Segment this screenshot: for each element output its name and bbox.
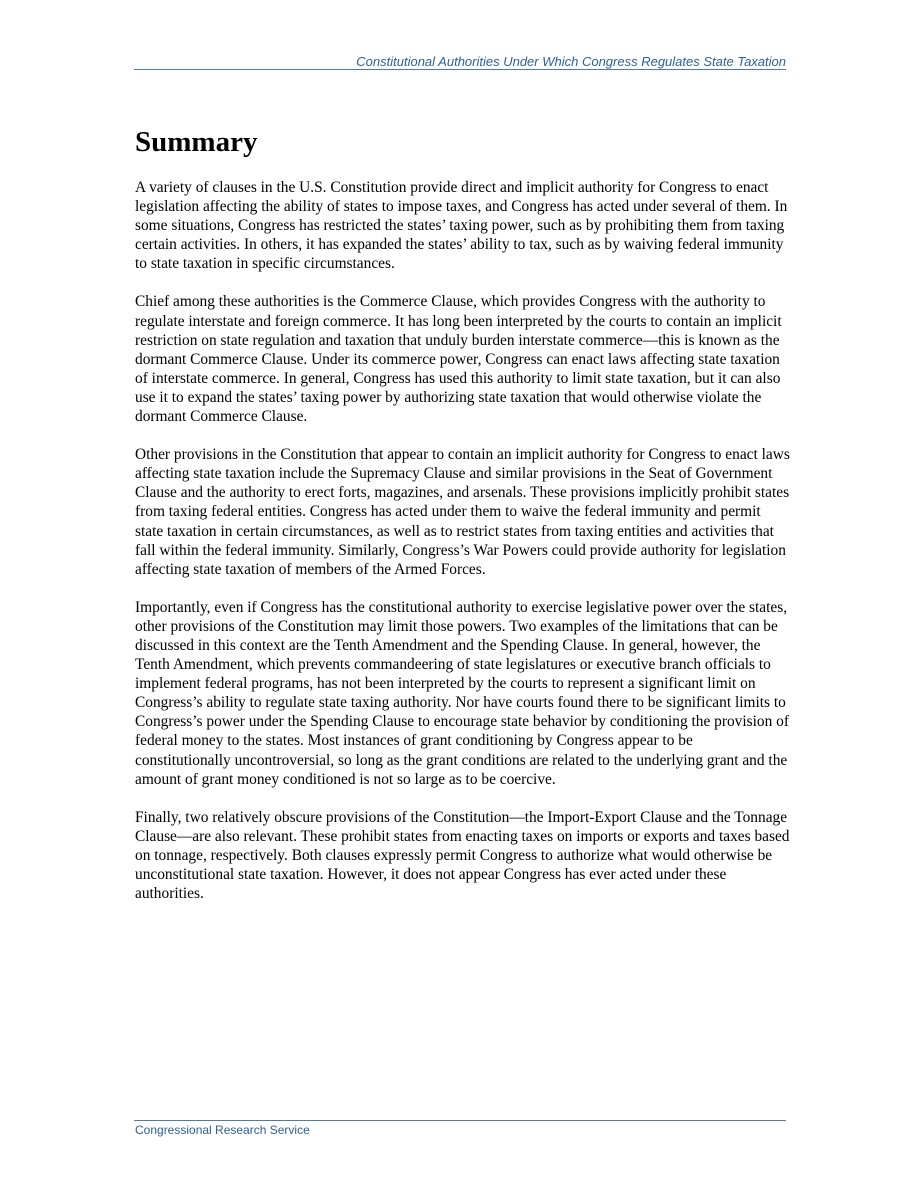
running-header: Constitutional Authorities Under Which Congress Regulates State Taxation — [356, 54, 786, 69]
page-title: Summary — [135, 126, 258, 158]
summary-paragraph-4: Importantly, even if Congress has the constitutional authority to exercise legislative power over the states, other provisions of the Constitution may limit those powers. Two examples of the limitations that can be discussed in this context are the Tenth Amendment and the Spending Clause. In general, however, the Tenth Amendment, which prevents commandeering of state legislatures or executive branch officials to implement federal programs, has not been interpreted by the courts to represent a significant limit on Congress’s ability to regulate state taxing authority. Nor have courts found there to be significant limits to Congress’s power under the Spending Clause to encourage state behavior by conditioning the provision of federal money to the states. Most instances of grant conditioning by Congress appear to be constitutionally uncontroversial, so long as the grant conditions are related to the underlying grant and the amount of grant money conditioned is not so large as to be coercive. — [135, 598, 789, 788]
summary-paragraph-3: Other provisions in the Constitution that appear to contain an implicit authority for Congress to enact laws affecting state taxation include the Supremacy Clause and similar provisions in the Seat of Government Clause and the authority to erect forts, magazines, and arsenals. These provisions implicitly prohibit states from taxing federal entities. Congress has acted under them to waive the federal immunity and permit state taxation in certain circumstances, as well as to restrict states from taxing entities and activities that fall within the federal immunity. Similarly, Congress’s War Powers could provide authority for legislation affecting state taxation of members of the Armed Forces. — [135, 446, 790, 578]
summary-paragraph-2: Chief among these authorities is the Commerce Clause, which provides Congress with the authority to regulate interstate and foreign commerce. It has long been interpreted by the courts to contain an implicit restriction on state regulation and taxation that unduly burden interstate commerce—this is known as the dormant Commerce Clause. Under its commerce power, Congress can enact laws affecting state taxation of interstate commerce. In general, Congress has used this authority to limit state taxation, but it can also use it to expand the states’ taxing power by authorizing state taxation that would otherwise violate the dormant Commerce Clause. — [135, 293, 782, 426]
footer-divider — [134, 1120, 786, 1121]
summary-body — [135, 178, 790, 922]
header-divider — [134, 69, 786, 70]
summary-paragraph-1: A variety of clauses in the U.S. Constitution provide direct and implicit authority for Congress to enact legislation affecting the ability of states to impose taxes, and Congress has acted under several of them. In some situations, Congress has restricted the states’ taxing power, such as by prohibiting them from taxing certain activities. In others, it has expanded the states’ ability to tax, such as by waiving federal immunity to state taxation in specific circumstances. — [135, 179, 788, 273]
running-footer: Congressional Research Service — [135, 1123, 310, 1137]
summary-paragraph-5: Finally, two relatively obscure provisions of the Constitution—the Import-Export Clause and the Tonnage Clause—are also relevant. These prohibit states from enacting taxes on imports or exports and taxes based on tonnage, respectively. Both clauses expressly permit Congress to authorize what would otherwise be unconstitutional state taxation. However, it does not appear Congress has ever acted under these authorities. — [135, 808, 790, 903]
